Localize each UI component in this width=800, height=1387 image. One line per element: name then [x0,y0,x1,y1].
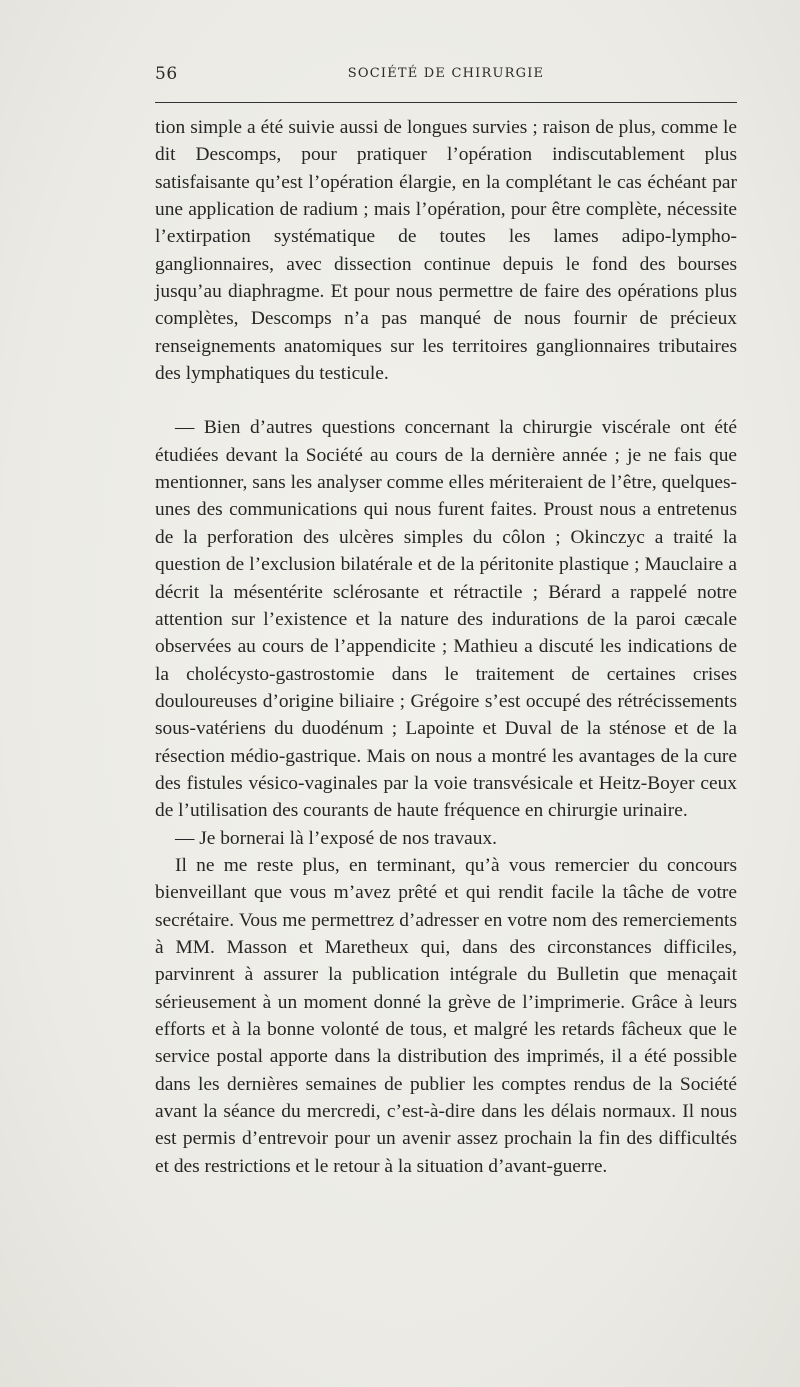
page-header [155,64,737,86]
paragraph-continued: tion simple a été suivie aussi de longues survies ; raison de plus, comme le dit Descomps, pour pratiquer l’opération indiscutablement plus satisfaisante qu’est l’opération élargie, en la complétant le cas échéant par une application de radium ; mais l’opération, pour être complète, nécessite l’extirpation systématique de toutes les lames adipo-lympho-ganglionnaires, avec dissection continue depuis le fond des bourses jusqu’au diaphragme. Et pour nous permettre de faire des opérations plus complètes, Descomps n’a pas manqué de nous fournir de précieux renseignements anatomiques sur les territoires ganglionnaires tributaires des lymphatiques du testicule. [155,117,737,385]
header-rule [155,102,737,103]
paragraph-thanks: Il ne me reste plus, en terminant, qu’à vous remercier du concours bienveillant que vous m’avez prêté et qui rendit facile la tâche de votre secrétaire. Vous me permettrez d’adresser en votre nom des remerciements à MM. Masson et Maretheux qui, dans des circonstances difficiles, parvinrent à assurer la publication intégrale du Bulletin que menaçait sérieusement à un moment donné la grève de l’imprimerie. Grâce à leurs efforts et à la bonne volonté de tous, et malgré les retards fâcheux que le service postal apporte dans la distribution des imprimés, il a été possible dans les dernières semaines de publier les comptes rendus de la Société avant la séance du mercredi, c’est-à-dire dans les délais normaux. Il nous est permis d’entrevoir pour un avenir assez prochain la fin des difficultés et des restrictions et le retour à la situation d’avant-guerre. [155,854,737,1177]
running-title: SOCIÉTÉ DE CHIRURGIE [347,66,545,81]
paragraph-visceral-surgery: — Bien d’autres questions concernant la chirurgie viscérale ont été étudiées devant la Société au cours de la dernière année ; je ne fais que mentionner, sans les analyser comme elles mériteraient de l’être, quelques-unes des communications qui nous furent faites. Proust nous a entretenus de la perforation des ulcères simples du côlon ; Okinczyc a traité la question de l’exclusion bilatérale et de la péritonite plastique ; Mauclaire a décrit la mésentérite sclérosante et rétractile ; Bérard a rappelé notre attention sur l’existence et la nature des indurations de la paroi cæcale observées au cours de l’appendicite ; Mathieu a discuté les indications de la cholécysto-gastrostomie dans le traitement de certaines crises douloureuses d’origine biliaire ; Grégoire s’est occupé des rétrécissements sous-vatériens du duodénum ; Lapointe et Duval de la sténose et de la résection médio-gastrique. Mais on nous a montré les avantages de la cure des fistules vésico-vaginales par la voie transvésicale et Heitz-Boyer ceux de l’utilisation des courants de haute fréquence en chirurgie urinaire. [155,417,737,822]
page-number: 56 [155,64,178,84]
page-body [155,114,737,1180]
paragraph-conclusion-of-works: — Je bornerai là l’exposé de nos travaux. [175,827,497,849]
